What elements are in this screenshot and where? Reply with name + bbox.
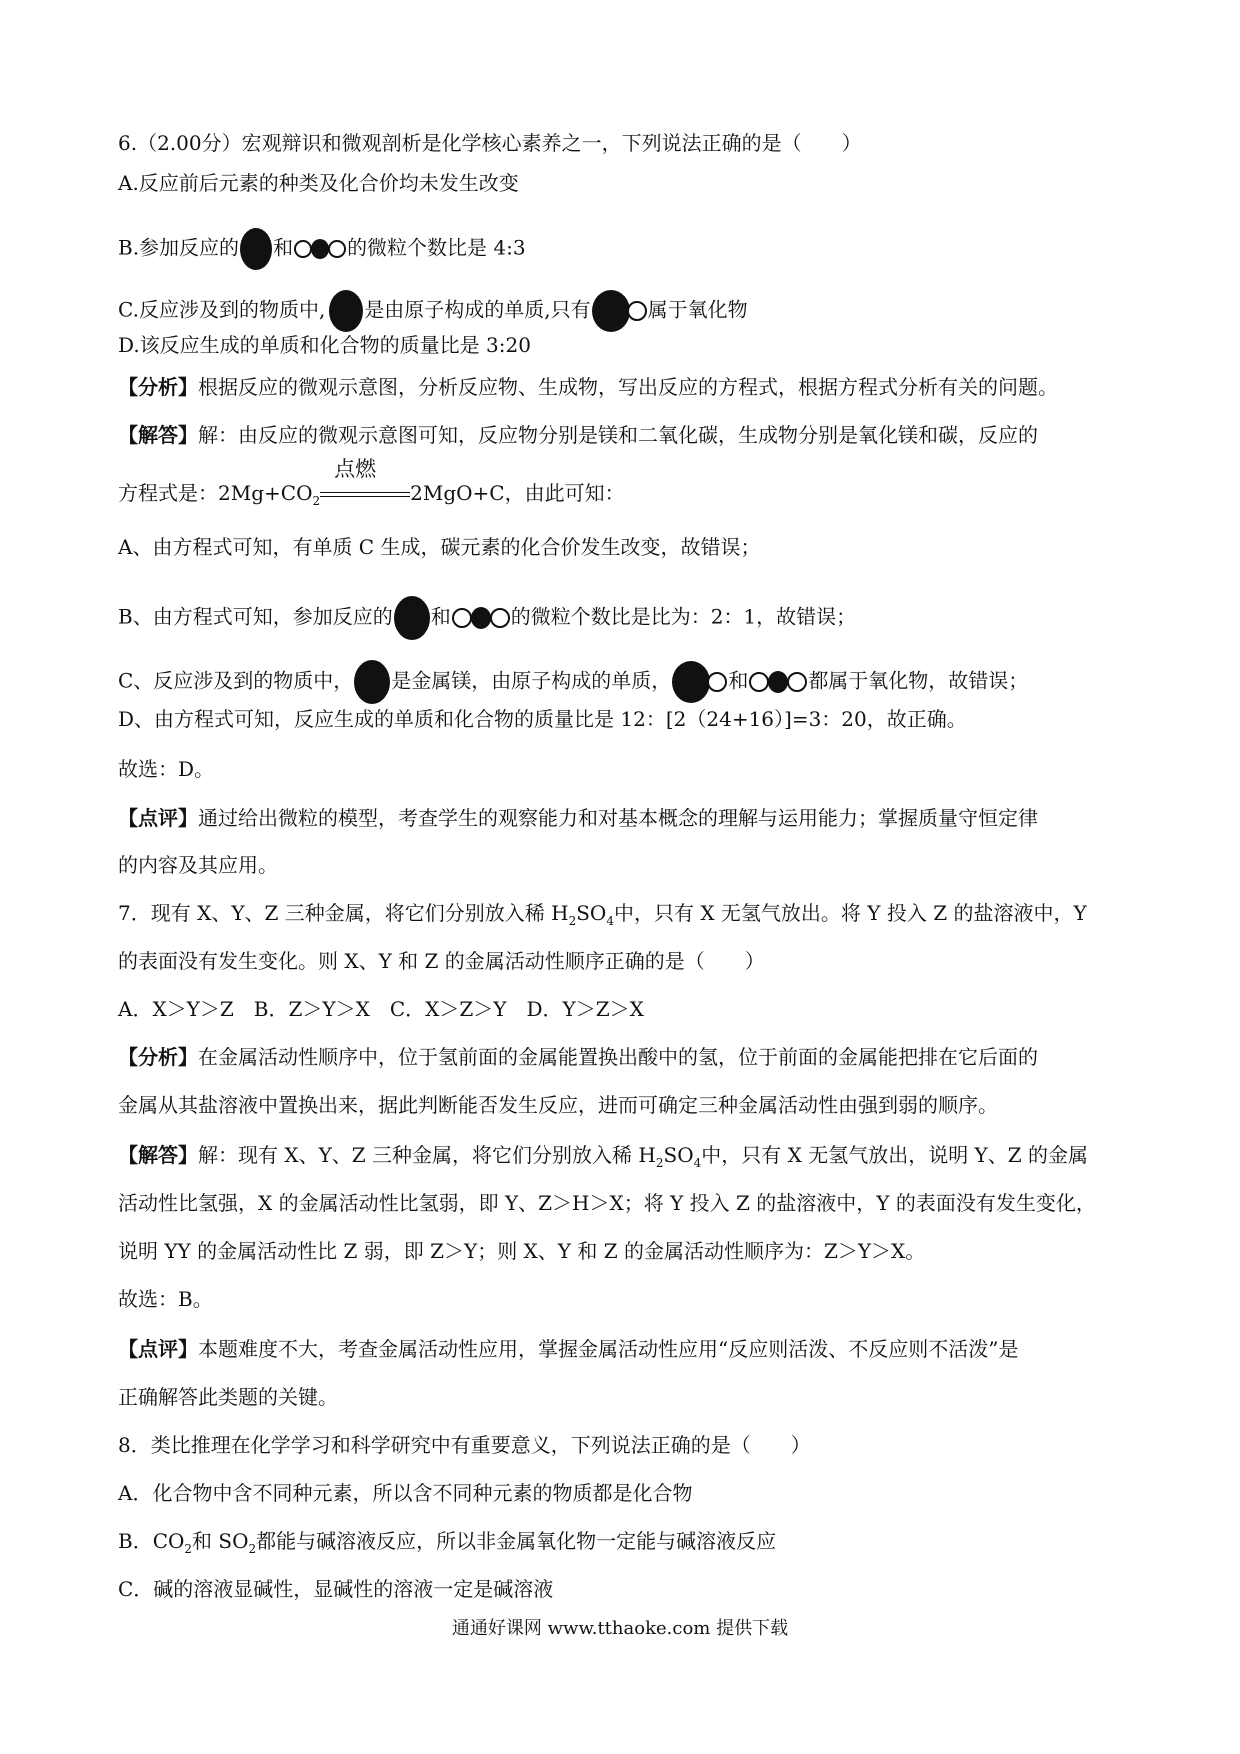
q6-answer-c-prefix: C、反应涉及到的物质中， (118, 668, 354, 693)
q6-answer-c-middle: 是金属镁，由原子构成的单质， (391, 668, 672, 693)
q6-choice: 故选：D。 (118, 757, 215, 781)
page-footer: 通通好课网 www.tthaoke.com 提供下载 (451, 1618, 789, 1639)
q6-comment-text: 通过给出微粒的模型，考查学生的观察能力和对基本概念的理解与运用能力；掌握质量守恒定律 (198, 806, 1038, 830)
q6-option-b-suffix: 的微粒个数比是 4:3 (347, 235, 526, 260)
q6-option-b-prefix: B.参加反应的 (118, 235, 240, 260)
q8-option-b (118, 1526, 776, 1564)
q6-answer-c-suffix: 都属于氧化物，故错误； (808, 668, 1029, 693)
co2-molecule-icon (451, 605, 511, 629)
q8-option-b-suffix: 都能与碱溶液反应，所以非金属氧化物一定能与碱溶液反应 (256, 1529, 777, 1553)
q6-answer-b-and: 和 (430, 604, 451, 629)
q6-answer-c-and: 和 (728, 668, 749, 693)
answer-tag: 【解答】 (118, 423, 198, 447)
q6-option-c-suffix: 属于氧化物 (647, 297, 748, 322)
q7-choice: 故选：B。 (118, 1287, 213, 1311)
q6-option-d: D.该反应生成的单质和化合物的质量比是 3:20 (118, 333, 531, 357)
q7-comment-line2: 正确解答此类题的关键。 (118, 1385, 338, 1409)
q6-analysis (118, 372, 1058, 402)
q7-analysis-line2: 金属从其盐溶液中置换出来，据此判断能否发生反应，进而可确定三种金属活动性由强到弱的顺序。 (118, 1093, 998, 1117)
q7-answer-so: SO (663, 1143, 694, 1167)
q7-options: A．X＞Y＞Z B．Z＞Y＞X C．X＞Z＞Y D．Y＞Z＞X (118, 997, 644, 1021)
q7-comment-line1 (118, 1334, 1018, 1364)
reaction-condition-label: 点燃 (334, 456, 377, 481)
co2-molecule-icon (748, 669, 808, 693)
q6-option-b (118, 228, 526, 270)
q7-stem-prefix: 7．现有 X、Y、Z 三种金属，将它们分别放入稀 H (118, 901, 569, 925)
q6-equation (118, 456, 625, 516)
q8-option-b-prefix: B．CO (118, 1529, 185, 1553)
q7-comment-text: 本题难度不大，考查金属活动性应用，掌握金属活动性应用“反应则活泼、不反应则不活泼”是 (198, 1337, 1019, 1361)
comment-tag: 【点评】 (118, 1337, 198, 1361)
q6-answer-b-prefix: B、由方程式可知，参加反应的 (118, 604, 393, 629)
q7-answer-line1 (118, 1140, 1088, 1178)
q6-option-b-and: 和 (273, 235, 294, 260)
q6-option-a: A.反应前后元素的种类及化合价均未发生改变 (118, 171, 519, 195)
q8-stem: 8．类比推理在化学学习和科学研究中有重要意义，下列说法正确的是（ ） (118, 1433, 811, 1457)
mg-atom-icon (354, 660, 390, 704)
mgo-molecule-icon (591, 298, 648, 322)
subscript: 2 (184, 1542, 193, 1556)
subscript: 4 (606, 914, 614, 928)
subscript: 2 (248, 1542, 257, 1556)
q7-stem-suffix: 中，只有 X 无氢气放出。将 Y 投入 Z 的盐溶液中，Y (613, 901, 1087, 925)
q7-stem-line1 (118, 898, 1087, 936)
q6-option-c (118, 290, 748, 332)
mg-atom-icon (240, 228, 272, 270)
subscript: 4 (693, 1156, 702, 1170)
q6-analysis-text: 根据反应的微观示意图，分析反应物、生成物，写出反应的方程式，根据方程式分析有关的问题。 (198, 375, 1058, 399)
q6-answer-b (118, 596, 856, 640)
q7-answer-line3: 说明 YY 的金属活动性比 Z 弱，即 Z＞Y；则 X、Y 和 Z 的金属活动性顺序为：Z＞Y＞X。 (118, 1239, 926, 1263)
mgo-molecule-icon (671, 669, 728, 693)
q7-stem-so: SO (576, 901, 607, 925)
subscript: 2 (568, 914, 577, 928)
q6-answer-d: D、由方程式可知，反应生成的单质和化合物的质量比是 12：[2（24+16）]=3：20，故正确。 (118, 707, 967, 731)
q7-answer-suffix: 中，只有 X 无氢气放出，说明 Y、Z 的金属 (701, 1143, 1089, 1167)
reaction-condition-arrow (320, 456, 410, 506)
q6-answer-text: 解：由反应的微观示意图可知，反应物分别是镁和二氧化碳，生成物分别是氧化镁和碳，反应的 (198, 423, 1038, 447)
equation-products: 2MgO+C，由此可知： (410, 481, 625, 505)
q8-option-a: A．化合物中含不同种元素，所以含不同种元素的物质都是化合物 (118, 1481, 693, 1505)
q6-option-c-prefix: C.反应涉及到的物质中, (118, 297, 326, 322)
analysis-tag: 【分析】 (118, 375, 198, 399)
answer-tag: 【解答】 (118, 1143, 198, 1167)
q7-stem-line2: 的表面没有发生变化。则 X、Y 和 Z 的金属活动性顺序正确的是（ ） (118, 949, 765, 973)
q6-answer-c (118, 660, 1028, 704)
q6-answer-line1 (118, 420, 1038, 450)
equation-subscript: 2 (312, 494, 321, 508)
mg-atom-icon (394, 596, 430, 640)
analysis-tag: 【分析】 (118, 1045, 198, 1069)
q6-answer-b-suffix: 的微粒个数比是比为：2：1，故错误； (510, 604, 857, 629)
q7-answer-prefix: 解：现有 X、Y、Z 三种金属，将它们分别放入稀 H (198, 1143, 656, 1167)
q6-comment-line2: 的内容及其应用。 (118, 853, 278, 877)
q7-analysis-line1 (118, 1042, 1038, 1072)
q6-answer-a: A、由方程式可知，有单质 C 生成，碳元素的化合价发生改变，故错误； (118, 535, 761, 559)
q6-option-c-middle: 是由原子构成的单质,只有 (364, 297, 591, 322)
q6-comment-line1 (118, 803, 1038, 833)
q8-option-b-middle: 和 SO (192, 1529, 249, 1553)
q7-answer-line2: 活动性比氢强，X 的金属活动性比氢弱，即 Y、Z＞H＞X；将 Y 投入 Z 的盐溶液中，Y 的表面没有发生变化， (118, 1191, 1096, 1215)
q7-analysis-text: 在金属活动性顺序中，位于氢前面的金属能置换出酸中的氢，位于前面的金属能把排在它后面的 (198, 1045, 1038, 1069)
comment-tag: 【点评】 (118, 806, 198, 830)
q6-stem: 6.（2.00分）宏观辩识和微观剖析是化学核心素养之一，下列说法正确的是（ ） (118, 131, 862, 155)
subscript: 2 (655, 1156, 664, 1170)
q8-option-c: C．碱的溶液显碱性，显碱性的溶液一定是碱溶液 (118, 1577, 554, 1601)
mg-atom-icon (329, 290, 363, 332)
co2-molecule-icon (293, 236, 347, 260)
equation-reactants: 方程式是：2Mg+CO (118, 481, 313, 505)
